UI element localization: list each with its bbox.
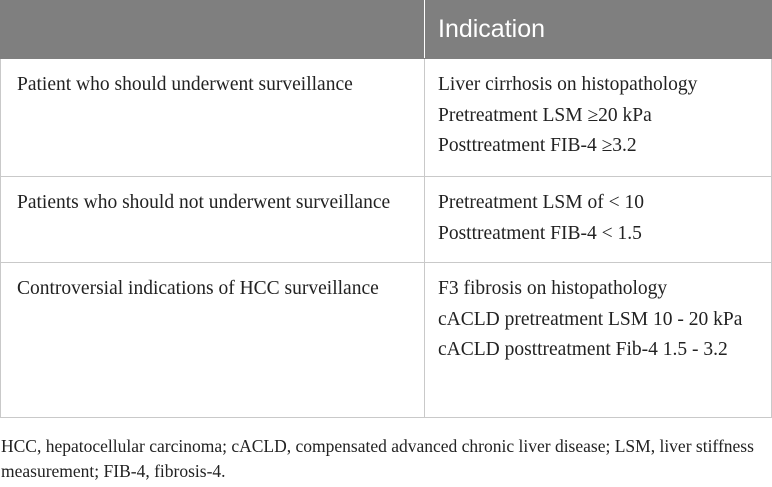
indication-item: cACLD pretreatment LSM 10 - 20 kPa <box>438 308 743 330</box>
indication-item: Liver cirrhosis on histopathology <box>438 74 698 95</box>
row-label: Controversial indications of HCC surveillance <box>17 278 379 299</box>
header-cell-label <box>1 1 425 59</box>
indication-item: Posttreatment FIB-4 ≥3.2 <box>438 135 637 156</box>
table-row <box>1 263 772 418</box>
indication-item: Posttreatment FIB-4 < 1.5 <box>438 222 642 244</box>
row-label-cell <box>1 177 425 263</box>
header-cell-indication: Indication <box>425 1 772 59</box>
row-indication-cell <box>425 59 772 177</box>
row-label: Patients who should not underwent surveillance <box>17 192 391 213</box>
table-row <box>1 177 772 263</box>
row-label-cell <box>1 59 425 177</box>
table-header-row <box>1 1 772 59</box>
row-indication-cell <box>425 177 772 263</box>
indication-item: cACLD posttreatment Fib-4 1.5 - 3.2 <box>438 339 728 360</box>
row-label: Patient who should underwent surveillance <box>17 74 353 95</box>
table-row <box>1 59 772 177</box>
indication-item: F3 fibrosis on histopathology <box>438 278 668 299</box>
table-footnote: HCC, hepatocellular carcinoma; cACLD, compensated advanced chronic liver disease; LSM, liver stiffness measurement; FIB-4, fibrosis-4. <box>1 436 754 481</box>
row-indication-cell <box>425 263 772 418</box>
indication-item: Pretreatment LSM ≥20 kPa <box>438 104 652 126</box>
indication-item: Pretreatment LSM of < 10 <box>438 192 644 213</box>
row-label-cell <box>1 263 425 418</box>
